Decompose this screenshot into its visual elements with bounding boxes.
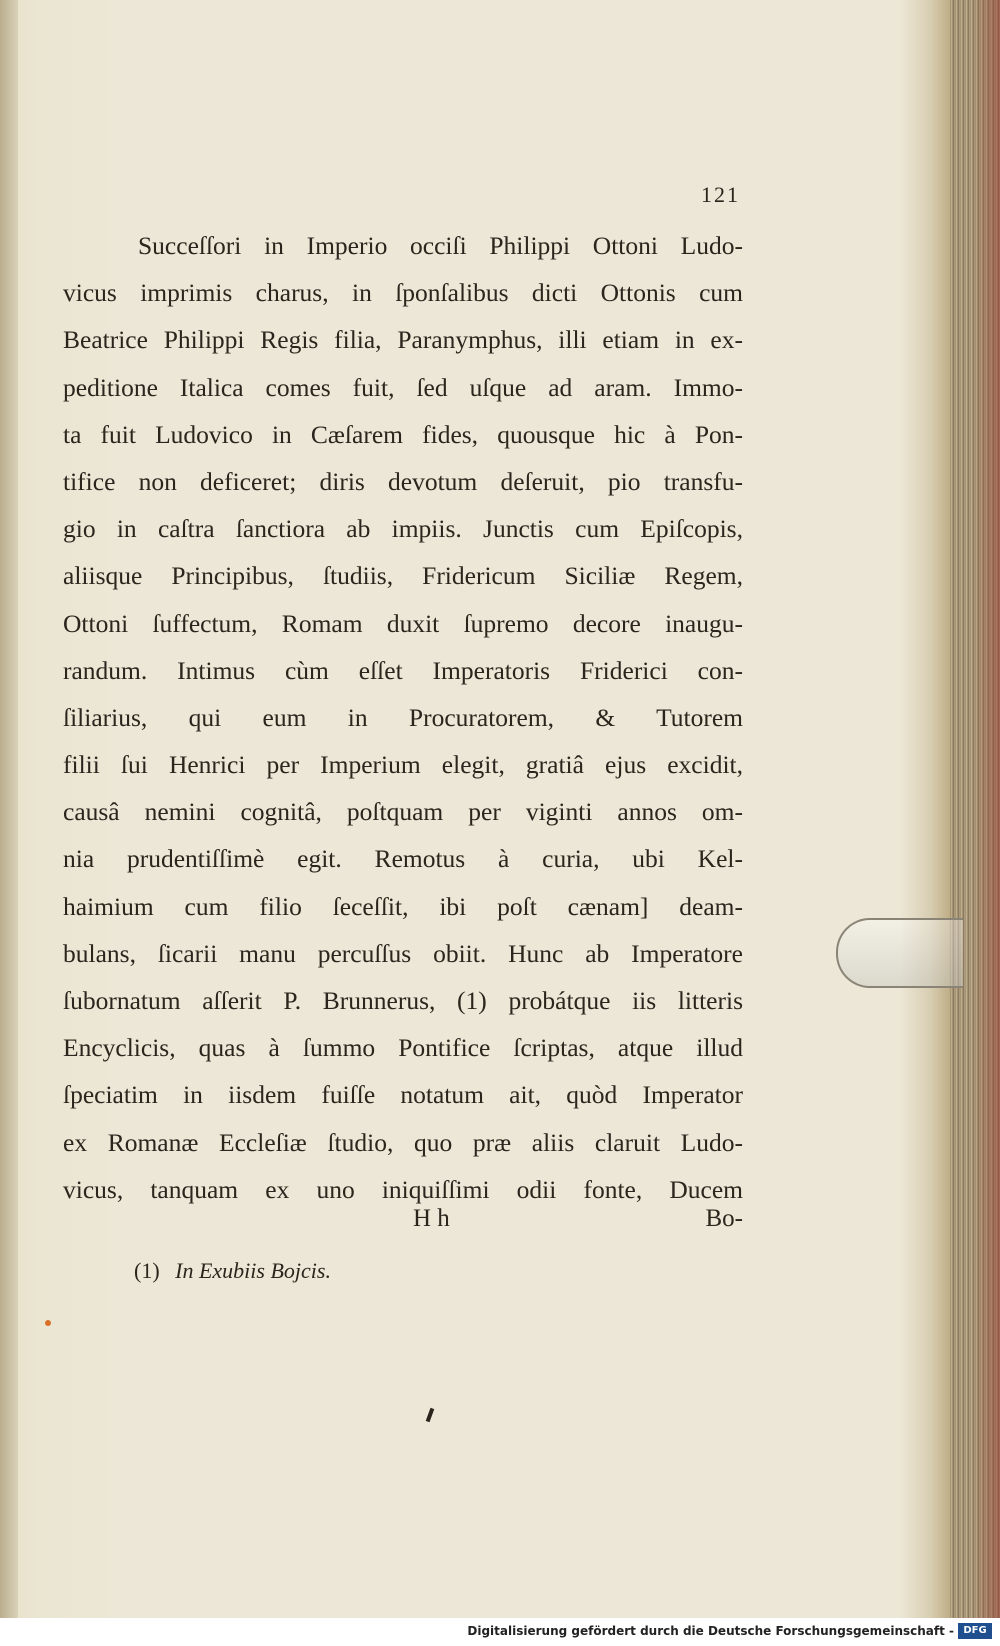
text-line: vicus, tanquam ex uno iniquiſſimi odii fonte, Ducem — [63, 1174, 743, 1204]
text-line: Ottoni ſuffectum, Romam duxit ſupremo decore inaugu- — [63, 608, 743, 638]
stain-mark — [45, 1320, 51, 1326]
footer-bar — [0, 1618, 1000, 1646]
body-text — [63, 222, 743, 1213]
page-number: 121 — [701, 182, 740, 207]
footnote-marker: (1) — [134, 1258, 160, 1283]
text-line: bulans, ſicarii manu percuſſus obiit. Hunc ab Imperatore — [63, 938, 743, 968]
catchword: Bo- — [705, 1205, 743, 1232]
text-line: haimium cum filio ſeceſſit, ibi poſt cænam] deam- — [63, 891, 743, 921]
text-line: Encyclicis, quas à ſummo Pontifice ſcriptas, atque illud — [63, 1033, 743, 1063]
text-line: tifice non deficeret; diris devotum deſeruit, pio transfu- — [63, 466, 743, 496]
text-line: aliisque Principibus, ſtudiis, Fridericum Siciliæ Regem, — [63, 561, 743, 591]
text-line: ta fuit Ludovico in Cæſarem fides, quousque hic à Pon- — [63, 419, 743, 449]
text-line: ſubornatum aſſerit P. Brunnerus, (1) probátque iis litteris — [63, 986, 743, 1015]
text-line: filii ſui Henrici per Imperium elegit, gratiâ ejus excidit, — [63, 750, 743, 780]
text-line: gio in caſtra ſanctiora ab impiis. Junctis cum Epiſcopis, — [63, 514, 743, 544]
footnote-text: In Exubiis Bojcis. — [175, 1258, 331, 1283]
text-line: ſiliarius, qui eum in Procuratorem, & Tutorem — [63, 702, 743, 732]
text-line: causâ nemini cognitâ, poſtquam per viginti annos om- — [63, 797, 743, 827]
text-line: peditione Italica comes fuit, ſed uſque ad aram. Immo- — [63, 372, 743, 402]
catchword-row — [63, 1205, 743, 1239]
text-line: Succeſſori in Imperio occiſi Philippi Ottoni Ludo- — [138, 231, 743, 260]
text-line: randum. Intimus cùm eſſet Imperatoris Friderici con- — [63, 655, 743, 685]
dfg-logo: DFG — [958, 1623, 992, 1639]
text-line: nia prudentiſſimè egit. Remotus à curia, ubi Kel- — [63, 844, 743, 874]
text-line: ſpeciatim in iisdem fuiſſe notatum ait, quòd Imperator — [63, 1080, 743, 1110]
text-line: Beatrice Philippi Regis filia, Paranymphus, illi etiam in ex- — [63, 325, 743, 355]
footnote — [134, 1258, 734, 1284]
ink-mark — [426, 1408, 435, 1423]
text-line: vicus imprimis charus, in ſponſalibus dicti Ottonis cum — [63, 278, 743, 308]
page-fore-edge-tint — [972, 0, 1000, 1618]
text-line: ex Romanæ Eccleſiæ ſtudio, quo præ aliis claruit Ludo- — [63, 1127, 743, 1157]
binding-edge — [0, 0, 18, 1618]
footer-credit: Digitalisierung gefördert durch die Deutsche Forschungsgemeinschaft - — [467, 1624, 954, 1638]
page-clip — [836, 918, 963, 988]
signature-mark: H h — [413, 1205, 450, 1232]
